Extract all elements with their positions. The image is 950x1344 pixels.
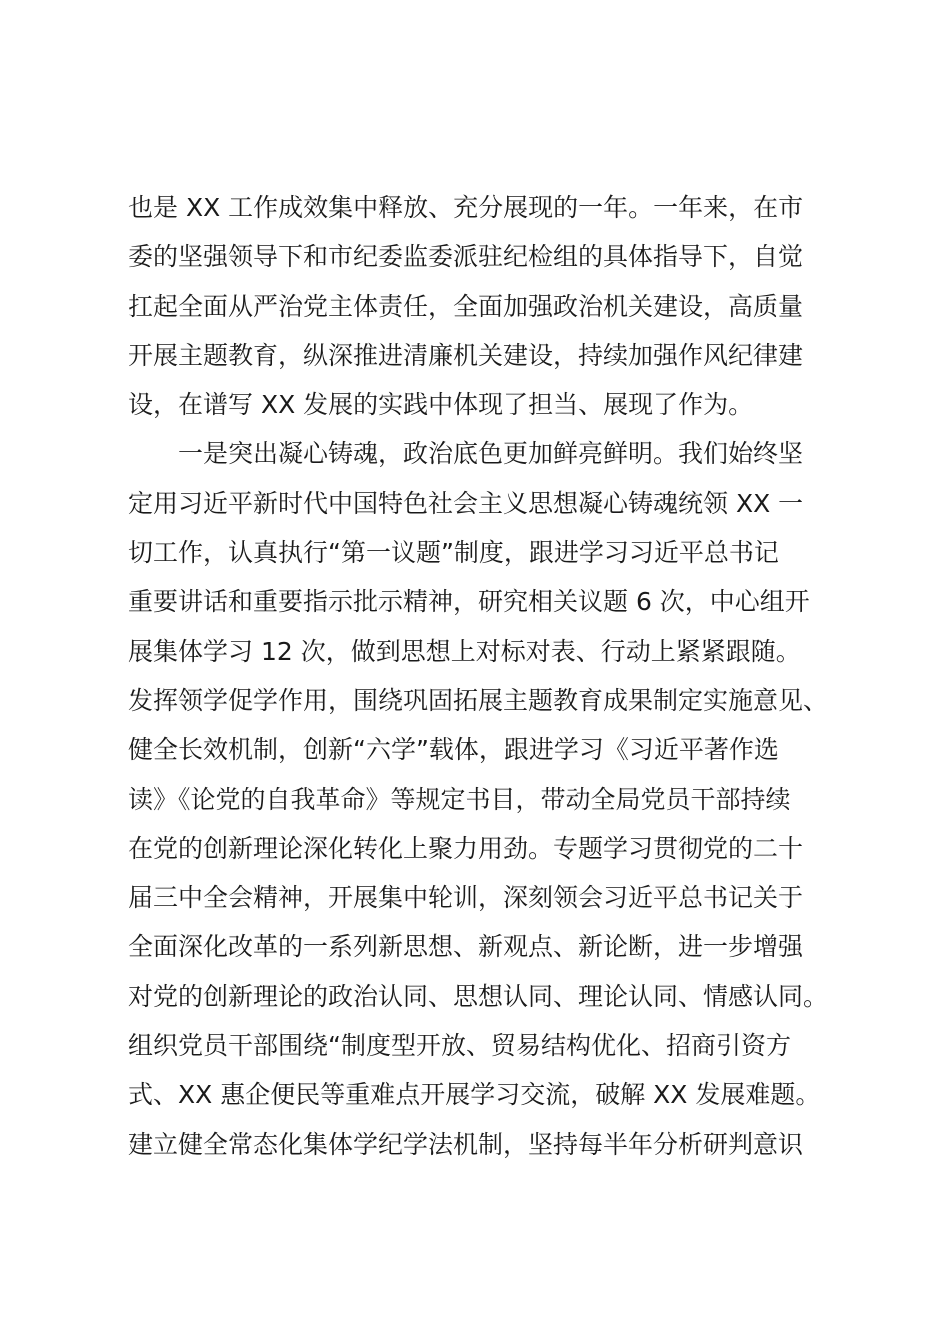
text-line: 在党的创新理论深化转化上聚力用劲。专题学习贯彻党的二十 (128, 833, 804, 863)
body-text (128, 183, 840, 1169)
text-line: 委的坚强领导下和市纪委监委派驻纪检组的具体指导下，自觉 (128, 242, 804, 272)
text-line: 开展主题教育，纵深推进清廉机关建设，持续加强作风纪律建 (128, 340, 804, 370)
text-line: 设，在谱写 XX 发展的实践中体现了担当、展现了作为。 (128, 390, 754, 420)
text-line: 式、XX 惠企便民等重难点开展学习交流，破解 XX 发展难题。 (128, 1080, 821, 1110)
text-line: 健全长效机制，创新“六学”载体，跟进学习《习近平著作选 (128, 735, 779, 765)
text-line: 组织党员干部围绕“制度型开放、贸易结构优化、招商引资方 (128, 1031, 791, 1061)
text-line: 也是 XX 工作成效集中释放、充分展现的一年。一年来，在市 (128, 193, 804, 222)
text-line: 建立健全常态化集体学纪学法机制，坚持每半年分析研判意识 (128, 1129, 804, 1159)
text-line: 读》《论党的自我革命》等规定书目，带动全局党员干部持续 (128, 784, 791, 814)
text-line: 对党的创新理论的政治认同、思想认同、理论认同、情感认同。 (128, 981, 829, 1011)
text-line: 全面深化改革的一系列新思想、新观点、新论断，进一步增强 (128, 932, 804, 962)
text-line: 展集体学习 12 次，做到思想上对标对表、行动上紧紧跟随。 (128, 636, 801, 666)
text-line: 扛起全面从严治党主体责任，全面加强政治机关建设，高质量 (128, 291, 804, 321)
text-line: 定用习近平新时代中国特色社会主义思想凝心铸魂统领 XX 一 (128, 488, 804, 518)
text-line: 届三中全会精神，开展集中轮训，深刻领会习近平总书记关于 (128, 883, 804, 913)
text-line: 重要讲话和重要指示批示精神，研究相关议题 6 次，中心组开 (128, 587, 810, 617)
text-line: 切工作，认真执行“第一议题”制度，跟进学习习近平总书记 (128, 538, 779, 568)
paragraph-first-line: 一是突出凝心铸魂，政治底色更加鲜亮鲜明。我们始终坚 (178, 439, 804, 469)
text-line: 发挥领学促学作用，围绕巩固拓展主题教育成果制定实施意见、 (128, 685, 829, 715)
